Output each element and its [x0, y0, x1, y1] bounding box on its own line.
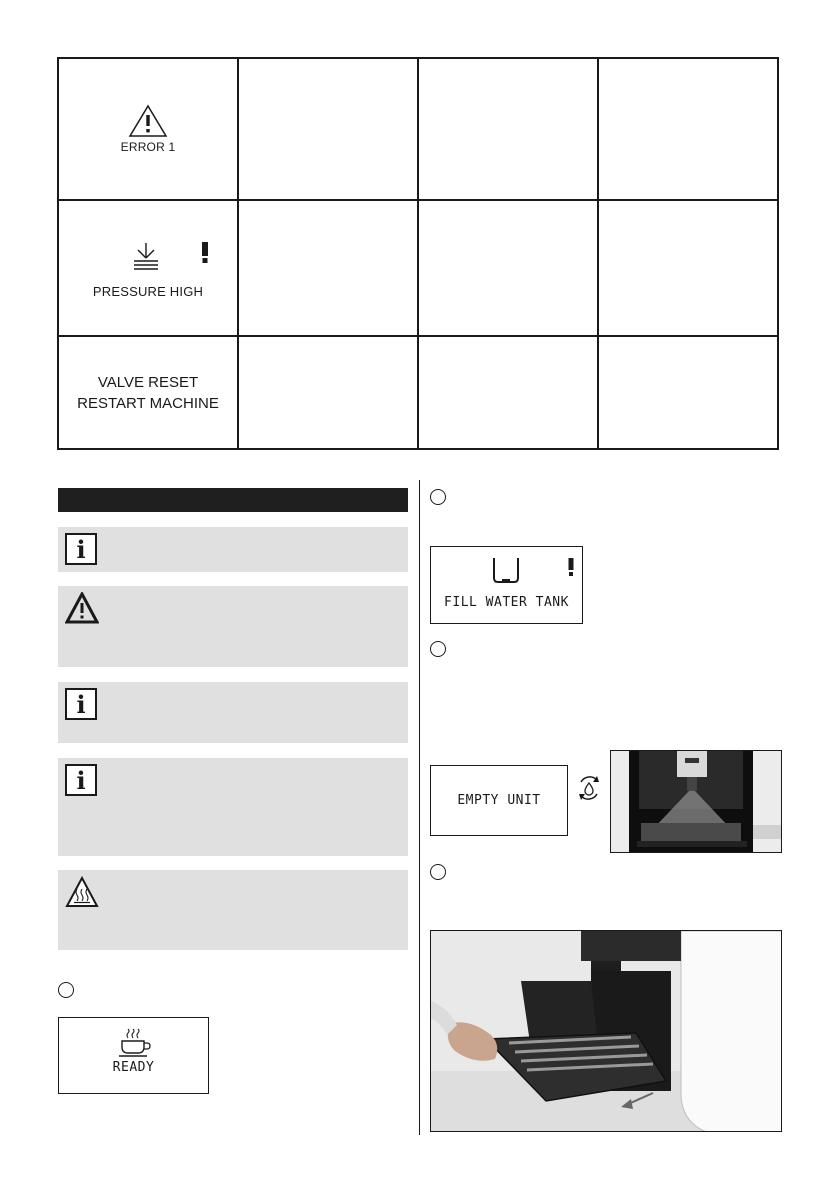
- info-notice: [58, 682, 408, 743]
- step-marker: [430, 641, 446, 657]
- fill-water-tank-display: [430, 546, 583, 624]
- drip-tray-image: [431, 931, 782, 1132]
- table-cell: [598, 58, 778, 200]
- exclamation-icon: [567, 558, 575, 578]
- empty-unit-display: [430, 765, 568, 836]
- ready-display: [58, 1017, 209, 1094]
- ready-text: READY: [112, 1060, 155, 1075]
- info-icon: i: [65, 688, 97, 720]
- display-cell: [58, 58, 238, 200]
- drip-tray-removal-photo: [430, 930, 782, 1132]
- info-notice: [58, 758, 408, 856]
- step-marker: [58, 982, 74, 998]
- warning-triangle-icon: [128, 104, 168, 138]
- table-row: [58, 58, 778, 200]
- table-cell: [418, 336, 598, 449]
- table-cell: [418, 200, 598, 336]
- column-divider: [419, 480, 420, 1135]
- warning-triangle-icon: [65, 592, 99, 624]
- coffee-machine-image: [611, 751, 782, 853]
- section-header-bar: [58, 488, 408, 512]
- table-row: [58, 336, 778, 449]
- exclamation-icon: [201, 242, 209, 264]
- table-cell: [598, 336, 778, 449]
- table-cell: [238, 336, 418, 449]
- display-text: ERROR 1: [120, 140, 176, 154]
- display-text-line-2: RESTART MACHINE: [77, 394, 219, 412]
- machine-rinse-photo: [610, 750, 782, 853]
- table-cell: [238, 200, 418, 336]
- fill-water-tank-text: FILL WATER TANK: [444, 595, 569, 610]
- pressure-icon: [133, 242, 159, 270]
- table-cell: [418, 58, 598, 200]
- water-tank-icon: [492, 556, 520, 584]
- empty-unit-text: EMPTY UNIT: [457, 793, 541, 808]
- error-message-table: [57, 57, 779, 450]
- coffee-cup-icon: [116, 1028, 152, 1058]
- step-marker: [430, 864, 446, 880]
- info-notice: [58, 527, 408, 572]
- info-icon: i: [65, 533, 97, 565]
- display-text-line-1: VALVE RESET: [97, 373, 199, 391]
- display-text: PRESSURE HIGH: [92, 283, 204, 299]
- info-icon: i: [65, 764, 97, 796]
- table-cell: [238, 58, 418, 200]
- rinse-cycle-icon: [575, 774, 603, 802]
- hot-surface-notice: [58, 870, 408, 950]
- display-cell: [58, 200, 238, 336]
- table-cell: [598, 200, 778, 336]
- warning-notice: [58, 586, 408, 667]
- hot-surface-icon: [65, 876, 99, 908]
- step-marker: [430, 489, 446, 505]
- table-row: [58, 200, 778, 336]
- display-cell: [58, 336, 238, 449]
